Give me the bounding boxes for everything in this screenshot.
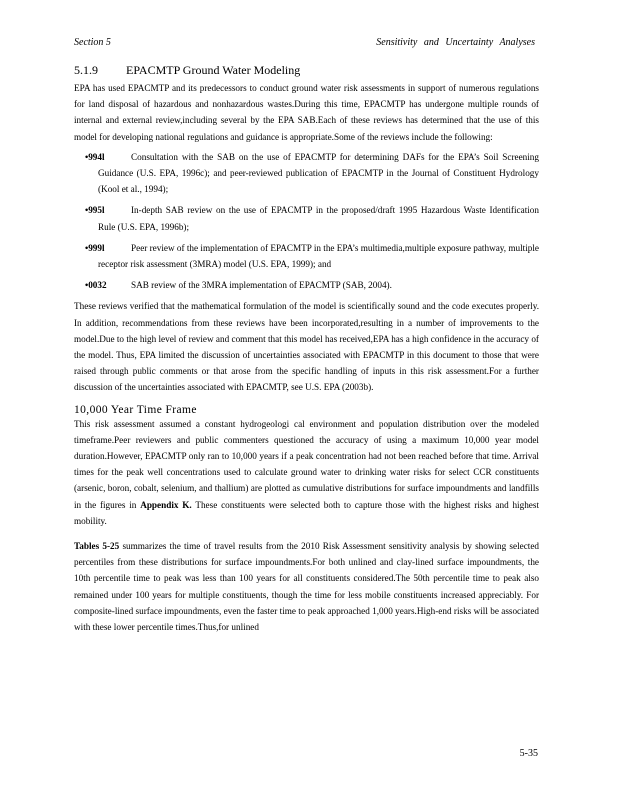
- list-item-code: •0032: [85, 280, 107, 291]
- section-number: 5.1.9: [74, 63, 98, 77]
- timeframe-text-b: These constituents were selected both to capture those with the highest risks and highest mobility.: [74, 499, 539, 526]
- timeframe-paragraph: [74, 416, 539, 529]
- appendix-reference: Appendix K.: [140, 499, 192, 510]
- running-header: [74, 37, 535, 51]
- review-list: [85, 149, 539, 294]
- paragraph-gap: [74, 529, 539, 538]
- list-item-text: SAB review of the 3MRA implementation of EPACMTP (SAB, 2004).: [131, 280, 392, 291]
- header-title: Sensitivity and Uncertainty Analyses: [376, 37, 535, 48]
- list-item-code: •999l: [85, 242, 105, 253]
- timeframe-text-a: This risk assessment assumed a constant hydrogeologi cal environment and population distribution over the modeled timeframe.Peer reviewers and public commenters questioned the accuracy of using a maximum 10,000 year model duration.However, EPACMTP only ran to 10,000 years if a peak concentration had not been reached before that time. Arrival times for the peak well concentrations used to calculate ground water to drinking water risks for select CCR constituents (arsenic, boron, cobalt, selenium, and thallium) are plotted as cumulative distributions for surface impoundments and landfills in the figures in: [74, 418, 539, 510]
- page-number: 5-35: [519, 748, 538, 759]
- section-heading: [74, 63, 539, 78]
- page-body: [74, 63, 539, 635]
- reviews-paragraph: These reviews verified that the mathematical formulation of the model is scientifically sound and the code executes properly. In addition, recommendations from these reviews have been incorporated,resulting in a number of improvements to the model.Due to the high level of review and comment that this model has received,EPA has a high confidence in the accuracy of the model. Thus, EPA limited the discussion of uncertainties associated with EPACMTP in this document to those that were raised through public comments or that arose from the specific handling of inputs in this risk assessment.For a further discussion of the uncertainties associated with EPACMTP, see U.S. EPA (2003b).: [74, 301, 539, 393]
- list-item-text: Peer review of the implementation of EPACMTP in the EPA’s multimedia,multiple exposure pathway, multiple receptor risk assessment (3MRA) model (U.S. EPA, 1999); and: [98, 242, 539, 270]
- list-item-code: •995l: [85, 205, 105, 216]
- list-item: [85, 277, 539, 293]
- list-item-text: In-depth SAB review on the use of EPACMTP in the proposed/draft 1995 Hazardous Waste Identification Rule (U.S. EPA, 1996b);: [98, 205, 539, 232]
- subsection-heading: 10,000 Year Time Frame: [74, 403, 197, 416]
- list-item-text: Consultation with the SAB on the use of EPACMTP for determining DAFs for the EPA’s Soil Screening Guidance (U.S. EPA, 1996c); and peer-reviewed publication of EPACMTP in the Journal of Constituent Hydrology (Kool et al., 1994);: [98, 151, 539, 195]
- table-reference: Tables 5-25: [74, 541, 120, 552]
- header-section: Section 5: [74, 37, 111, 48]
- intro-paragraph: EPA has used EPACMTP and its predecessors to conduct ground water risk assessments in support of numerous regulations for land disposal of hazardous and nonhazardous wastes.During this time, EPACMTP has undergone multiple rounds of internal and external review,including several by the EPA SAB.Each of these reviews has determined that the use of this model for developing national regulations and guidance is appropriate.Some of the reviews include the following:: [74, 83, 539, 142]
- list-item: [85, 202, 539, 234]
- list-item-code: •994l: [85, 151, 105, 162]
- section-title: EPACMTP Ground Water Modeling: [126, 63, 301, 77]
- list-item: [85, 149, 539, 198]
- tables-text: summarizes the time of travel results from the 2010 Risk Assessment sensitivity analysis by showing selected percentiles from these distributions for surface impoundments.For both unlined and clay-lined surface impoundments, the 10th percentile time to peak was less than 100 years for all constituents considered.The 50th percentile time to peak also remained under 100 years for multiple constituents, though the time for less mobile constituents increased appreciably. For composite-lined surface impoundments, even the faster time to peak approached 1,000 years.High-end risks will be associated with these lower percentile times.Thus,for unlined: [74, 541, 540, 633]
- list-item: [85, 240, 539, 272]
- tables-paragraph: [74, 538, 539, 635]
